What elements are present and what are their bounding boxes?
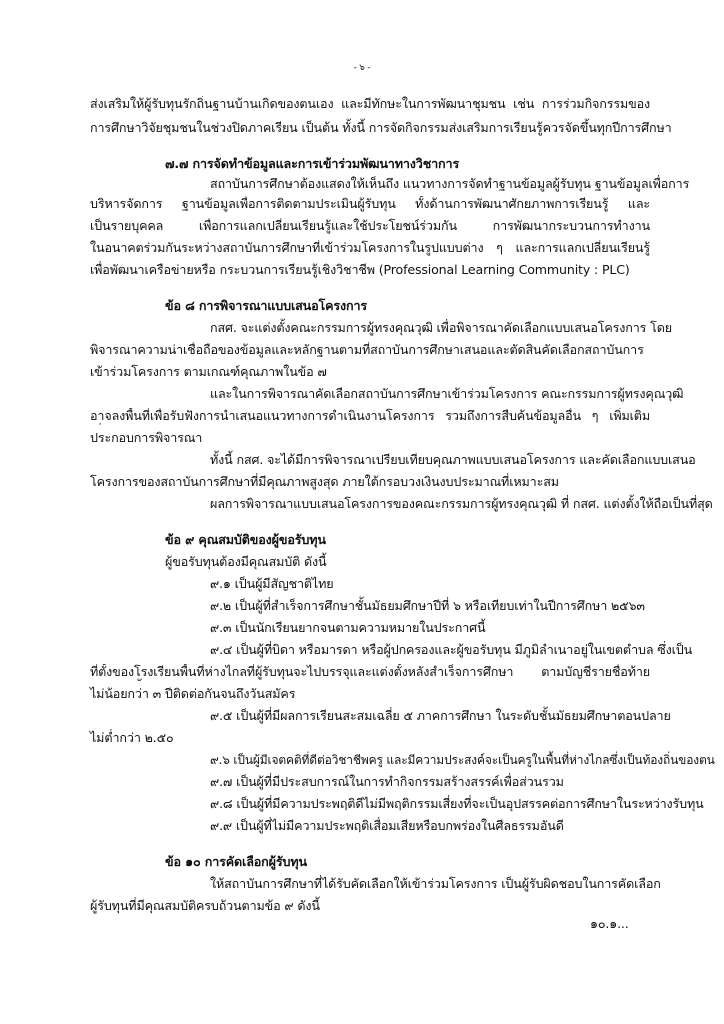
continuation-marker: ๑๐.๑... xyxy=(590,916,629,931)
intro-line-1: ส่งเสริมให้ผู้รับทุนรักถิ่นฐานบ้านเกิดของตนเอง และมีทักษะในการพัฒนาชุมชน เช่น การร่วมกิจกรรมของ xyxy=(90,96,650,111)
clause-9-item: ๙.๙ เป็นผู้ที่ไม่มีความประพฤติเสื่อมเสียหรือบกพร่องในศีลธรรมอันดี xyxy=(210,818,564,833)
clause-9-heading: ข้อ ๙ คุณสมบัติของผู้ขอรับทุน xyxy=(165,532,326,547)
clause-10-line: ให้สถาบันการศึกษาที่ได้รับคัดเลือกให้เข้าร่วมโครงการ เป็นผู้รับผิดชอบในการคัดเลือก xyxy=(210,876,661,891)
clause-9-item: ๙.๕ เป็นผู้ที่มีผลการเรียนสะสมเฉลี่ย ๕ ภาคการศึกษา ในระดับชั้นมัธยมศึกษาตอนปลาย xyxy=(210,708,671,723)
clause-8-line: อาจลงพื้นที่เพื่อรับฟังการนำเสนอแนวทางการดำเนินงานโครงการ รวมถึงการสืบค้นข้อมูลอื่น ๆ เพิ่มเติม xyxy=(90,408,650,423)
section-7-7-line: เป็นรายบุคคล เพื่อการแลกเปลี่ยนเรียนรู้และใช้ประโยชน์ร่วมกัน การพัฒนากระบวนการทำงาน xyxy=(90,218,650,233)
clause-9-item: ๙.๖ เป็นผู้มีเจตคติที่ดีต่อวิชาชีพครู และมีความประสงค์จะเป็นครูในพื้นที่ห่างไกลซึ่งเป็นท้องถิ่นของตน xyxy=(210,753,715,767)
section-7-7-line: สถาบันการศึกษาต้องแสดงให้เห็นถึง แนวทางการจัดทำฐานข้อมูลผู้รับทุน ฐานข้อมูลเพื่อการ xyxy=(210,176,690,191)
section-7-7-line: เพื่อพัฒนาเครือข่ายหรือ กระบวนการเรียนรู้เชิงวิชาชีพ (Professional Learning Community : PLC) xyxy=(90,262,630,277)
clause-9-item: ๙.๗ เป็นผู้ที่มีประสบการณ์ในการทำกิจกรรมสร้างสรรค์เพื่อส่วนรวม xyxy=(210,774,564,789)
clause-8-line: ผลการพิจารณาแบบเสนอโครงการของคณะกรรมการผู้ทรงคุณวุฒิ ที่ กสศ. แต่งตั้งให้ถือเป็นที่สุด xyxy=(210,496,713,511)
clause-8-heading: ข้อ ๘ การพิจารณาแบบเสนอโครงการ xyxy=(165,298,368,313)
clause-9-item: ๙.๘ เป็นผู้ที่มีความประพฤติดีไม่มีพฤติกรรมเสี่ยงที่จะเป็นอุปสรรคต่อการศึกษาในระหว่างรับทุน xyxy=(210,796,704,811)
clause-8-line: เข้าร่วมโครงการ ตามเกณฑ์คุณภาพในข้อ ๗ xyxy=(90,364,327,379)
clause-9-item: ๙.๒ เป็นผู้ที่สำเร็จการศึกษาชั้นมัธยมศึกษาปีที่ ๖ หรือเทียบเท่าในปีการศึกษา ๒๕๖๓ xyxy=(210,598,645,613)
clause-10-heading: ข้อ ๑๐ การคัดเลือกผู้รับทุน xyxy=(165,854,307,869)
clause-8-line: ประกอบการพิจารณา xyxy=(90,430,203,445)
clause-9-item: ไม่ต่ำกว่า ๒.๕๐ xyxy=(90,730,174,745)
section-7-7-heading: ๗.๗ การจัดทำข้อมูลและการเข้าร่วมพัฒนาทางวิชาการ xyxy=(165,156,460,171)
clause-9-item: ที่ตั้งของโรงเรียนพื้นที่ห่างไกลที่ผู้รับทุนจะไปบรรจุและแต่งตั้งหลังสำเร็จการศึกษา ตามบัญชีรายชื่อท้าย xyxy=(90,664,650,679)
clause-9-item: ๙.๓ เป็นนักเรียนยากจนตามความหมายในประกาศนี้ xyxy=(210,620,486,635)
section-7-7-line: ในอนาคตร่วมกันระหว่างสถาบันการศึกษาที่เข้าร่วมโครงการในรูปแบบต่าง ๆ และการแลกเปลี่ยนเรียนรู้ xyxy=(90,240,650,255)
clause-9-item: ๙.๑ เป็นผู้มีสัญชาติไทย xyxy=(210,576,334,591)
clause-8-line: และในการพิจารณาคัดเลือกสถาบันการศึกษาเข้าร่วมโครงการ คณะกรรมการผู้ทรงคุณวุฒิ xyxy=(210,386,684,401)
clause-8-line: โครงการของสถาบันการศึกษาที่มีคุณภาพสูงสุด ภายใต้กรอบวงเงินงบประมาณที่เหมาะสม xyxy=(90,474,559,489)
clause-8-line: ทั้งนี้ กสศ. จะได้มีการพิจารณาเปรียบเทียบคุณภาพแบบเสนอโครงการ และคัดเลือกแบบเสนอ xyxy=(210,452,696,467)
clause-10-line: ผู้รับทุนที่มีคุณสมบัติครบถ้วนตามข้อ ๙ ดังนี้ xyxy=(90,898,320,913)
clause-9-item: ๙.๔ เป็นผู้ที่บิดา หรือมารดา หรือผู้ปกครองและผู้ขอรับทุน มีภูมิลำเนาอยู่ในเขตตำบล ซึ่งเป็น xyxy=(210,642,693,657)
clause-8-line: พิจารณาความน่าเชื่อถือของข้อมูลและหลักฐานตามที่สถาบันการศึกษาเสนอและตัดสินคัดเลือกสถาบันการ xyxy=(90,342,644,357)
section-7-7-line: บริหารจัดการ ฐานข้อมูลเพื่อการติดตามประเมินผู้รับทุน ทั้งด้านการพัฒนาศักยภาพการเรียนรู้ และ xyxy=(90,196,650,211)
intro-line-2: การศึกษาวิจัยชุมชนในช่วงปิดภาคเรียน เป็นต้น ทั้งนี้ การจัดกิจกรรมส่งเสริมการเรียนรู้ควรจัดขึ้นทุกปีการศึกษา xyxy=(90,120,672,135)
clause-8-line: กสศ. จะแต่งตั้งคณะกรรมการผู้ทรงคุณวุฒิ เพื่อพิจารณาคัดเลือกแบบเสนอโครงการ โดย xyxy=(210,320,672,335)
clause-9-item: ไม่น้อยกว่า ๓ ปีติดต่อกันจนถึงวันสมัคร xyxy=(90,686,296,701)
page-number: - ๖ - xyxy=(353,63,371,73)
clause-9-intro: ผู้ขอรับทุนต้องมีคุณสมบัติ ดังนี้ xyxy=(165,554,327,569)
